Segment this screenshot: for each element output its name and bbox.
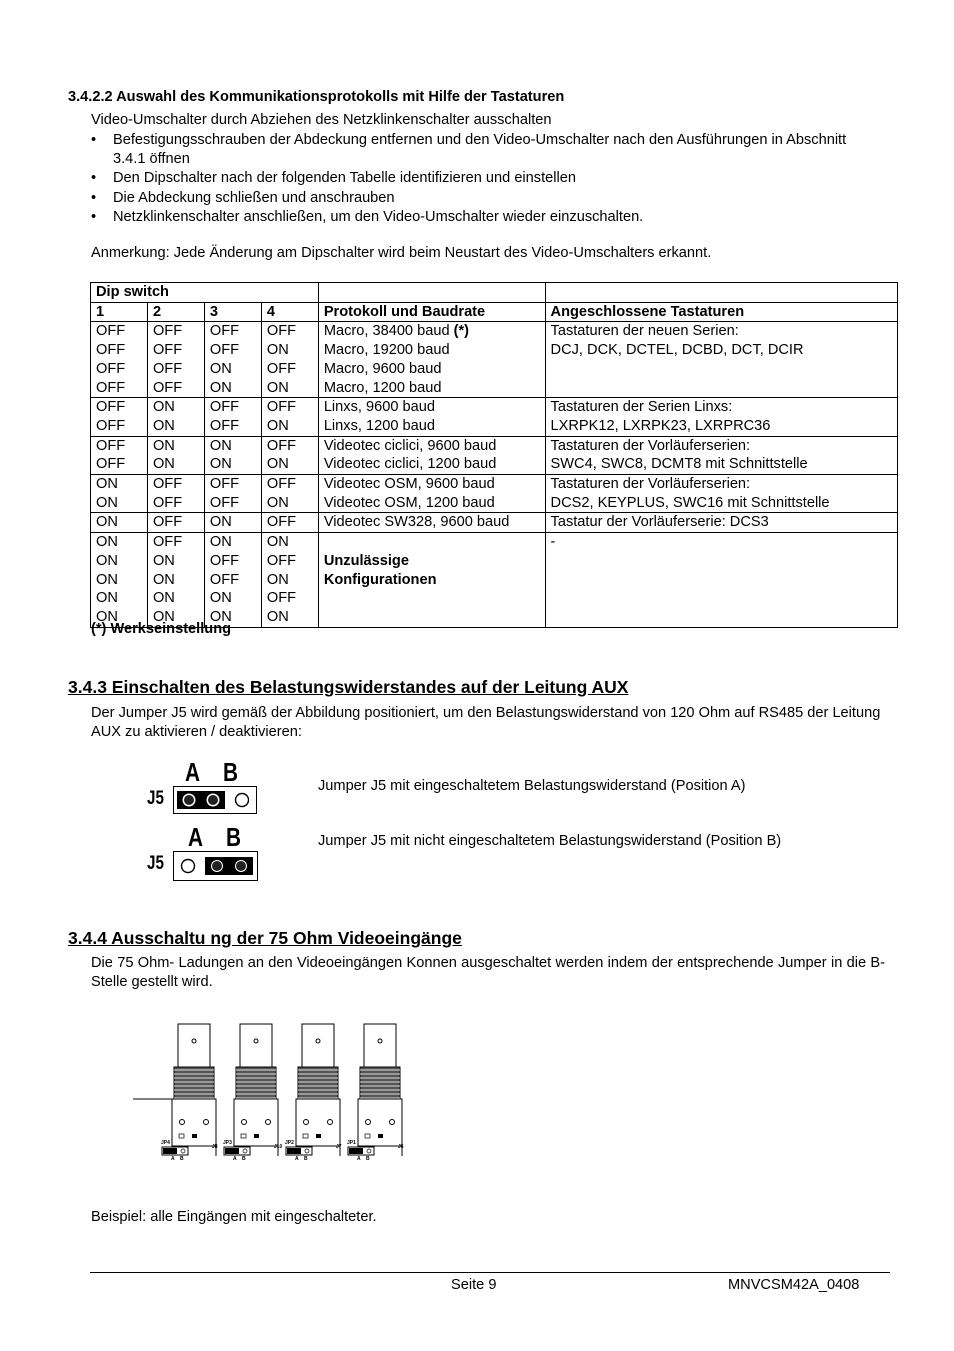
jumper-j5-position-b	[147, 822, 259, 882]
jumper-block-icon	[173, 786, 257, 814]
intro-text: Video-Umschalter durch Abziehen des Netzklinkenschalter ausschalten	[91, 112, 552, 128]
position-a-label: A	[357, 1156, 361, 1162]
list-item: • Den Dipschalter nach der folgenden Tabelle identifizieren und einstellen	[91, 169, 881, 188]
switch-4-cell: ON OFF ON OFF ON	[261, 533, 318, 628]
protocol-cell: Videotec ciclici, 9600 baud Videotec ciclici, 1200 baud	[318, 436, 545, 474]
list-item: • Befestigungsschrauben der Abdeckung entfernen und den Video-Umschalter nach den Ausführungen in Abschnitt 3.4.1 öffnen	[91, 131, 881, 169]
protocol-line: Macro, 9600 baud	[323, 360, 442, 377]
table-group-header-row	[91, 283, 898, 303]
table-row	[91, 513, 898, 533]
column-header: 4	[261, 302, 318, 322]
footer-divider	[90, 1272, 890, 1273]
label-a: A	[188, 822, 204, 852]
section-paragraph: Der Jumper J5 wird gemäß der Abbildung positioniert, um den Belastungswiderstand von 120 Ohm auf RS485 der Leitung AUX zu aktivieren / deaktivieren:	[91, 705, 881, 740]
switch-2-cell: OFF	[147, 513, 204, 533]
page-number: Seite 9	[451, 1277, 497, 1293]
table-footnote: (*) Werkseinstellung	[91, 621, 232, 637]
position-a-label: A	[171, 1156, 175, 1162]
list-item: • Netzklinkenschalter anschließen, um den Video-Umschalter wieder einzuschalten.	[91, 208, 881, 227]
keyboards-cell: Tastaturen der neuen Serien: DCJ, DCK, DCTEL, DCBD, DCT, DCIR	[545, 322, 897, 398]
protocol-line: Macro, 38400 baud (*)	[323, 323, 470, 340]
section-title: 3.4.4 Ausschaltu ng der 75 Ohm Videoeingänge	[68, 928, 462, 948]
table-row	[91, 398, 898, 436]
protocol-line: Macro, 1200 baud	[323, 379, 442, 396]
switch-2-cell: OFF ON ON ON ON	[147, 533, 204, 628]
table-row	[91, 322, 898, 398]
switch-3-cell: ON OFF OFF ON ON	[204, 533, 261, 628]
switch-3-cell: ON ON	[204, 436, 261, 474]
section-title: 3.4.3 Einschalten des Belastungswiderstandes auf der Leitung AUX	[68, 677, 629, 697]
switch-4-cell: OFF ON	[261, 436, 318, 474]
switch-4-cell: OFF ON	[261, 398, 318, 436]
column-header: 3	[204, 302, 261, 322]
table-header-row	[91, 302, 898, 322]
dip-switch-table	[90, 282, 898, 628]
column-header: 1	[91, 302, 148, 322]
switch-4-cell: OFF ON OFF ON	[261, 322, 318, 398]
switch-2-cell: OFF OFF	[147, 475, 204, 513]
default-mark: (*)	[453, 323, 470, 340]
switch-4-cell: OFF	[261, 513, 318, 533]
switch-4-cell: OFF ON	[261, 475, 318, 513]
empty-cell	[318, 283, 545, 303]
subsection-title: 3.4.2.2 Auswahl des Kommunikationsprotokolls mit Hilfe der Tastaturen	[68, 89, 565, 105]
position-a-label: A	[295, 1156, 299, 1162]
jumper-id-label: JP3	[223, 1140, 232, 1146]
connector-id-label: J6	[398, 1144, 404, 1150]
switch-1-cell: OFF OFF	[91, 398, 148, 436]
switch-1-cell: ON	[91, 513, 148, 533]
switch-3-cell: OFF OFF ON ON	[204, 322, 261, 398]
protocol-cell: Linxs, 9600 baud Linxs, 1200 baud	[318, 398, 545, 436]
jumper-j5-position-a	[147, 757, 259, 815]
position-b-label: B	[304, 1156, 308, 1162]
column-header: 2	[147, 302, 204, 322]
switch-2-cell: ON ON	[147, 398, 204, 436]
keyboards-cell: Tastaturen der Vorläuferserien: DCS2, KEYPLUS, SWC16 mit Schnittstelle	[545, 475, 897, 513]
label-b: B	[223, 757, 239, 787]
empty-cell	[545, 283, 897, 303]
column-header: Protokoll und Baudrate	[318, 302, 545, 322]
label-a: A	[185, 757, 201, 787]
switch-3-cell: OFF OFF	[204, 475, 261, 513]
jumper-label: J5	[147, 853, 164, 874]
keyboards-cell: -	[545, 533, 897, 628]
switch-1-cell: ON ON	[91, 475, 148, 513]
dip-switch-header: Dip switch	[91, 283, 319, 303]
instruction-list	[91, 131, 881, 227]
protocol-cell: Unzulässige Konfigurationen	[318, 533, 545, 628]
diagram-caption: Beispiel: alle Eingängen mit eingeschalteter.	[91, 1209, 377, 1225]
protocol-line: Macro, 19200 baud	[323, 342, 450, 359]
jumper-block-icon	[173, 851, 259, 881]
switch-1-cell: OFF OFF	[91, 436, 148, 474]
jumper-b-caption: Jumper J5 mit nicht eingeschaltetem Belastungswiderstand (Position B)	[318, 833, 782, 849]
jumper-id-label: JP2	[285, 1140, 294, 1146]
switch-3-cell: OFF OFF	[204, 398, 261, 436]
switch-2-cell: ON ON	[147, 436, 204, 474]
protocol-cell: Videotec OSM, 9600 baud Videotec OSM, 1200 baud	[318, 475, 545, 513]
jumper-id-label: JP1	[347, 1140, 356, 1146]
column-header: Angeschlossene Tastaturen	[545, 302, 897, 322]
position-a-label: A	[233, 1156, 237, 1162]
position-b-label: B	[366, 1156, 370, 1162]
document-code: MNVCSM42A_0408	[728, 1277, 860, 1293]
keyboards-cell: Tastatur der Vorläuferserie: DCS3	[545, 513, 897, 533]
diagram-labels	[128, 1020, 418, 1168]
table-row	[91, 533, 898, 628]
protocol-cell: Videotec SW328, 9600 baud	[318, 513, 545, 533]
table-row	[91, 475, 898, 513]
position-b-label: B	[180, 1156, 184, 1162]
switch-1-cell: OFF OFF OFF OFF	[91, 322, 148, 398]
jumper-label: J5	[147, 788, 164, 809]
note-text: Anmerkung: Jede Änderung am Dipschalter wird beim Neustart des Video-Umschalters erkannt.	[91, 245, 712, 261]
list-item: • Die Abdeckung schließen und anschrauben	[91, 189, 881, 208]
label-b: B	[226, 822, 242, 852]
jumper-id-label: JP4	[161, 1140, 170, 1146]
position-b-label: B	[242, 1156, 246, 1162]
connector-id-label: J7	[336, 1144, 342, 1150]
table-row	[91, 436, 898, 474]
switch-2-cell: OFF OFF OFF OFF	[147, 322, 204, 398]
switch-1-cell: ON ON ON ON ON	[91, 533, 148, 628]
keyboards-cell: Tastaturen der Vorläuferserien: SWC4, SWC8, DCMT8 mit Schnittstelle	[545, 436, 897, 474]
keyboards-cell: Tastaturen der Serien Linxs: LXRPK12, LXRPK23, LXRPRC36	[545, 398, 897, 436]
switch-3-cell: ON	[204, 513, 261, 533]
jumper-a-caption: Jumper J5 mit eingeschaltetem Belastungswiderstand (Position A)	[318, 778, 746, 794]
section-paragraph: Die 75 Ohm- Ladungen an den Videoeingängen Konnen ausgeschaltet werden indem der entsprechende Jumper in die B-Stelle gestellt wird.	[91, 955, 885, 990]
connector-id-label: J10	[274, 1144, 283, 1150]
connector-id-label: J8	[212, 1144, 218, 1150]
protocol-cell	[318, 322, 545, 398]
